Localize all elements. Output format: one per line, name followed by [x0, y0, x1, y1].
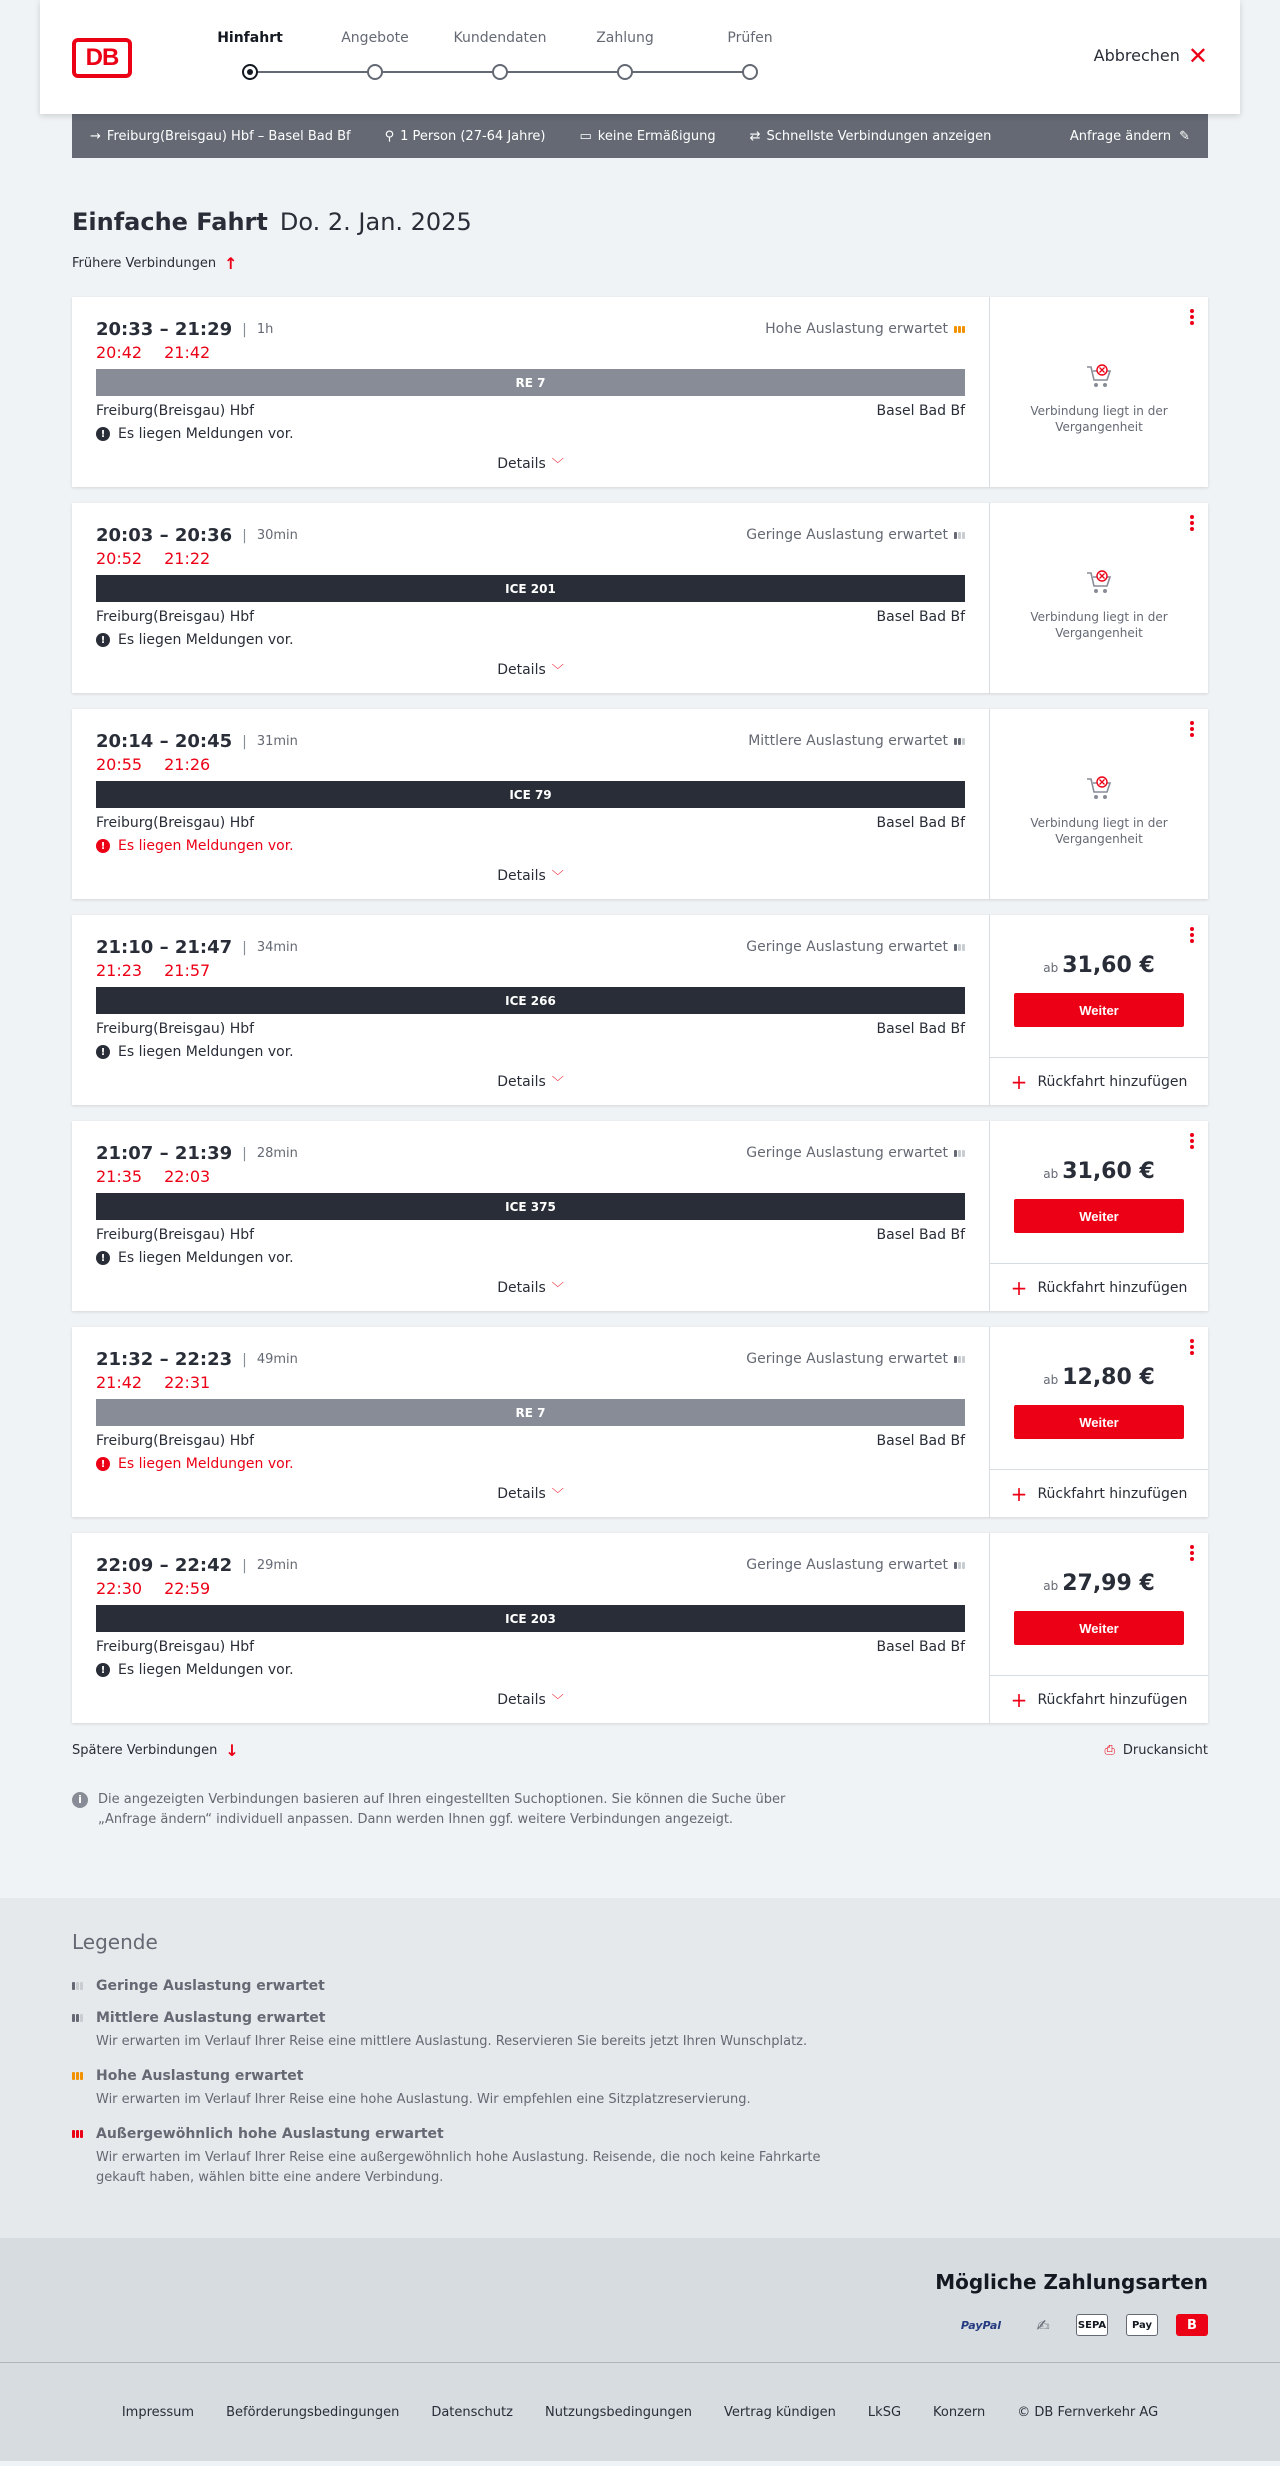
footer-links	[0, 2363, 1280, 2461]
details-toggle[interactable]	[72, 1485, 989, 1502]
price-value: 12,80 €	[1062, 1365, 1155, 1390]
alert-icon: !	[96, 1045, 110, 1059]
details-label: Details	[497, 1486, 546, 1502]
separator: |	[242, 1145, 247, 1162]
destination-station: Basel Bad Bf	[876, 1433, 965, 1449]
actual-times	[96, 1579, 210, 1598]
connection-info[interactable]	[72, 1121, 990, 1311]
notice-message	[96, 1456, 294, 1472]
duration: 34min	[256, 940, 298, 955]
notice-text: Es liegen Meldungen vor.	[118, 1456, 294, 1472]
scheduled-times	[96, 1555, 298, 1576]
occupancy-icon	[954, 1562, 965, 1569]
actual-times	[96, 343, 210, 362]
price-value: 27,99 €	[1062, 1571, 1155, 1596]
route-summary	[90, 129, 351, 144]
actual-times	[96, 961, 210, 980]
scheduled-times	[96, 1349, 298, 1370]
close-icon: ✕	[1187, 41, 1208, 70]
footer-link[interactable]: Konzern	[933, 2404, 986, 2420]
actual-departure: 20:55	[96, 755, 143, 774]
alert-icon: !	[96, 427, 110, 441]
edit-request-button[interactable]	[1070, 129, 1190, 144]
db-logo[interactable]: DB	[72, 38, 132, 78]
actual-departure: 20:52	[96, 549, 143, 568]
discount-summary	[580, 129, 716, 144]
footer-link[interactable]: Beförderungsbedingungen	[226, 2404, 400, 2420]
trip-type: Einfache Fahrt	[72, 208, 268, 236]
details-label: Details	[497, 1074, 546, 1090]
offer-panel	[990, 297, 1208, 487]
destination-station: Basel Bad Bf	[876, 815, 965, 831]
occupancy-icon	[954, 326, 965, 333]
occupancy-label: Geringe Auslastung erwartet	[746, 939, 948, 955]
time-range: 22:09 – 22:42	[96, 1555, 233, 1576]
occupancy-icon	[954, 1150, 965, 1157]
notice-message	[96, 426, 294, 442]
price-prefix: ab	[1043, 1167, 1059, 1181]
option-summary	[750, 129, 992, 144]
notice-text: Es liegen Meldungen vor.	[118, 1662, 294, 1678]
time-range: 20:33 – 21:29	[96, 319, 233, 340]
option-text: Schnellste Verbindungen anzeigen	[766, 128, 992, 144]
legend-item-medium	[72, 2010, 1208, 2052]
legend-description: Wir erwarten im Verlauf Ihrer Reise eine mittlere Auslastung. Reservieren Sie bereits jetzt Ihren Wunschplatz.	[96, 2034, 808, 2049]
time-range: 20:14 – 20:45	[96, 731, 233, 752]
cart-disabled-icon	[1084, 361, 1114, 391]
origin-station: Freiburg(Breisgau) Hbf	[96, 1639, 255, 1655]
occupancy-info	[746, 1145, 965, 1161]
return-label: Rückfahrt hinzufügen	[1037, 1073, 1188, 1090]
more-options-icon[interactable]	[1190, 1133, 1194, 1149]
scheduled-times	[96, 319, 273, 340]
duration: 31min	[256, 734, 298, 749]
edit-label: Anfrage ändern	[1069, 128, 1172, 144]
continue-button[interactable]: Weiter	[1014, 993, 1184, 1027]
alert-icon: !	[96, 633, 110, 647]
footer-link[interactable]: Vertrag kündigen	[723, 2404, 836, 2420]
alert-icon: !	[96, 1457, 110, 1471]
legend-label: Geringe Auslastung erwartet	[96, 1978, 325, 1994]
actual-times	[96, 755, 210, 774]
occupancy-icon	[954, 944, 965, 951]
chevron-down-icon: ﹀	[551, 869, 564, 883]
cancel-button[interactable]	[1093, 41, 1208, 70]
occupancy-label: Geringe Auslastung erwartet	[746, 1145, 948, 1161]
pencil-icon: ✎	[1179, 128, 1190, 144]
legend-label: Außergewöhnlich hohe Auslastung erwartet	[96, 2126, 444, 2142]
card-icon: ▭	[579, 128, 592, 144]
route-text: Freiburg(Breisgau) Hbf – Basel Bad Bf	[106, 128, 351, 144]
actual-arrival: 21:57	[164, 961, 211, 980]
occupancy-icon	[954, 1356, 965, 1363]
occupancy-info	[765, 321, 965, 337]
step-kundendaten[interactable]	[440, 30, 560, 46]
time-range: 21:07 – 21:39	[96, 1143, 233, 1164]
connection-info[interactable]	[72, 709, 990, 899]
duration: 29min	[256, 1558, 298, 1573]
separator: |	[242, 527, 247, 544]
scheduled-times	[96, 525, 298, 546]
past-connection-notice	[990, 567, 1208, 641]
discount-text: keine Ermäßigung	[597, 128, 716, 144]
occupancy-medium-icon	[72, 2014, 86, 2022]
footer-link[interactable]: LkSG	[867, 2404, 902, 2420]
step-dot	[617, 64, 633, 80]
step-angebote[interactable]	[315, 30, 435, 46]
origin-station: Freiburg(Breisgau) Hbf	[96, 1227, 255, 1243]
separator: |	[242, 1557, 247, 1574]
more-options-icon[interactable]	[1190, 309, 1194, 325]
occupancy-high-icon	[72, 2072, 86, 2080]
occupancy-info	[746, 1351, 965, 1367]
duration: 1h	[256, 322, 274, 337]
page-title	[72, 208, 1208, 236]
return-label: Rückfahrt hinzufügen	[1037, 1485, 1188, 1502]
actual-departure: 21:23	[96, 961, 143, 980]
plus-icon: +	[1010, 1687, 1028, 1712]
stations	[96, 1433, 965, 1449]
connection-info[interactable]	[72, 1533, 990, 1723]
scheduled-times	[96, 937, 298, 958]
actual-arrival: 22:59	[164, 1579, 211, 1598]
notice-message	[96, 1044, 294, 1060]
cancel-label: Abbrechen	[1093, 46, 1180, 65]
paypal-icon: PayPal	[960, 2318, 1002, 2332]
step-label: Angebote	[341, 30, 409, 46]
earlier-label: Frühere Verbindungen	[72, 256, 217, 271]
details-label: Details	[497, 1280, 546, 1296]
occupancy-info	[748, 733, 965, 749]
chevron-down-icon: ﹀	[551, 1281, 564, 1295]
offer-panel	[990, 1121, 1208, 1311]
cart-disabled-icon	[1084, 567, 1114, 597]
actual-times	[96, 549, 210, 568]
legend-description: Wir erwarten im Verlauf Ihrer Reise eine hohe Auslastung. Wir empfehlen eine Sitzplatzreservierung.	[96, 2092, 751, 2107]
chevron-down-icon: ﹀	[551, 1487, 564, 1501]
details-toggle[interactable]	[72, 661, 989, 678]
train-bar: ICE 203	[96, 1605, 965, 1632]
printer-icon: ⎙	[1104, 1743, 1115, 1758]
destination-station: Basel Bad Bf	[876, 1639, 965, 1655]
plus-icon: +	[1010, 1481, 1028, 1506]
trip-date: Do. 2. Jan. 2025	[279, 208, 472, 236]
arrow-up-icon: ↑	[224, 254, 238, 273]
separator: |	[242, 321, 247, 338]
occupancy-low-icon	[72, 1982, 86, 1990]
step-pruefen[interactable]	[690, 30, 810, 46]
continue-button[interactable]: Weiter	[1014, 1199, 1184, 1233]
origin-station: Freiburg(Breisgau) Hbf	[96, 1021, 255, 1037]
connection-card	[72, 503, 1208, 693]
connection-card	[72, 1327, 1208, 1517]
train-bar: ICE 375	[96, 1193, 965, 1220]
notice-text: Es liegen Meldungen vor.	[118, 1044, 294, 1060]
payment-section	[0, 2238, 1280, 2363]
time-range: 21:32 – 22:23	[96, 1349, 233, 1370]
continue-button[interactable]: Weiter	[1014, 1405, 1184, 1439]
more-options-icon[interactable]	[1190, 1339, 1194, 1355]
details-toggle[interactable]	[72, 1073, 989, 1090]
train-bar: ICE 266	[96, 987, 965, 1014]
step-zahlung[interactable]	[565, 30, 685, 46]
separator: |	[242, 733, 247, 750]
print-label: Druckansicht	[1122, 1743, 1208, 1758]
info-note	[72, 1790, 832, 1830]
search-summary-bar	[72, 114, 1208, 158]
alert-icon: !	[96, 839, 110, 853]
actual-times	[96, 1373, 210, 1392]
occupancy-icon	[954, 738, 965, 745]
occupancy-info	[746, 527, 965, 543]
price-prefix: ab	[1043, 1373, 1059, 1387]
destination-station: Basel Bad Bf	[876, 1021, 965, 1037]
legend-label: Hohe Auslastung erwartet	[96, 2068, 304, 2084]
past-label: Verbindung liegt in der Vergangenheit	[1030, 404, 1168, 434]
apple-pay-icon: Pay	[1126, 2314, 1158, 2336]
person-icon: ⚲	[384, 128, 395, 144]
actual-departure: 22:30	[96, 1579, 143, 1598]
train-bar: ICE 79	[96, 781, 965, 808]
train-bar: RE 7	[96, 1399, 965, 1426]
step-label: Kundendaten	[453, 30, 547, 46]
occupancy-label: Geringe Auslastung erwartet	[746, 1351, 948, 1367]
connection-card	[72, 1533, 1208, 1723]
connection-card	[72, 915, 1208, 1105]
notice-message	[96, 632, 294, 648]
separator: |	[242, 1351, 247, 1368]
actual-arrival: 21:26	[164, 755, 211, 774]
price	[990, 1159, 1208, 1184]
more-options-icon[interactable]	[1190, 927, 1194, 943]
plus-icon: +	[1010, 1275, 1028, 1300]
offer-panel	[990, 1327, 1208, 1517]
offer-panel	[990, 915, 1208, 1105]
details-toggle[interactable]	[72, 455, 989, 472]
actual-departure: 21:35	[96, 1167, 143, 1186]
destination-station: Basel Bad Bf	[876, 403, 965, 419]
details-toggle[interactable]	[72, 867, 989, 884]
more-options-icon[interactable]	[1190, 1545, 1194, 1561]
past-label: Verbindung liegt in der Vergangenheit	[1030, 816, 1168, 846]
earlier-connections-link[interactable]	[72, 254, 1208, 273]
destination-station: Basel Bad Bf	[876, 1227, 965, 1243]
chevron-down-icon: ﹀	[551, 1075, 564, 1089]
info-icon: i	[72, 1792, 88, 1808]
header	[40, 0, 1240, 114]
destination-station: Basel Bad Bf	[876, 609, 965, 625]
connection-card	[72, 709, 1208, 899]
notice-text: Es liegen Meldungen vor.	[118, 426, 294, 442]
occupancy-label: Mittlere Auslastung erwartet	[748, 733, 948, 749]
footer-link[interactable]: Impressum	[121, 2404, 195, 2420]
add-return-button[interactable]	[990, 1263, 1208, 1311]
duration: 30min	[256, 528, 298, 543]
later-label: Spätere Verbindungen	[72, 1743, 218, 1758]
occupancy-label: Hohe Auslastung erwartet	[765, 321, 948, 337]
legend-description: Wir erwarten im Verlauf Ihrer Reise eine außergewöhnlich hohe Auslastung. Reisende, die noch keine Fahrkarte gekauft haben, wählen bitte eine andere Verbindung.	[96, 2150, 821, 2185]
offer-panel	[990, 709, 1208, 899]
step-hinfahrt[interactable]	[190, 30, 310, 46]
alert-icon: !	[96, 1251, 110, 1265]
arrow-right-icon: →	[90, 128, 101, 144]
legend-item-low	[72, 1978, 1208, 1994]
footer-link[interactable]: Nutzungsbedingungen	[544, 2404, 692, 2420]
payment-title: Mögliche Zahlungsarten	[935, 2270, 1208, 2294]
price-value: 31,60 €	[1062, 1159, 1155, 1184]
details-toggle[interactable]	[72, 1691, 989, 1708]
notice-message	[96, 838, 294, 854]
offer-panel	[990, 503, 1208, 693]
legend-title: Legende	[72, 1930, 158, 1954]
price	[990, 953, 1208, 978]
origin-station: Freiburg(Breisgau) Hbf	[96, 815, 255, 831]
more-options-icon[interactable]	[1190, 721, 1194, 737]
actual-arrival: 21:42	[164, 343, 211, 362]
scheduled-times	[96, 1143, 298, 1164]
stations	[96, 815, 965, 831]
return-label: Rückfahrt hinzufügen	[1037, 1691, 1188, 1708]
occupancy-label: Geringe Auslastung erwartet	[746, 1557, 948, 1573]
origin-station: Freiburg(Breisgau) Hbf	[96, 1433, 255, 1449]
actual-times	[96, 1167, 210, 1186]
add-return-button[interactable]	[990, 1057, 1208, 1105]
occupancy-info	[746, 939, 965, 955]
legend-item-high	[72, 2068, 1208, 2110]
price-prefix: ab	[1043, 961, 1059, 975]
connection-info[interactable]	[72, 297, 990, 487]
actual-arrival: 22:03	[164, 1167, 211, 1186]
price-prefix: ab	[1043, 1579, 1059, 1593]
cart-disabled-icon	[1084, 773, 1114, 803]
step-label: Prüfen	[727, 30, 773, 46]
add-return-button[interactable]	[990, 1469, 1208, 1517]
signature-icon: ✍	[1036, 2315, 1050, 2335]
arrow-down-icon: ↓	[225, 1741, 239, 1760]
train-bar: RE 7	[96, 369, 965, 396]
sepa-icon: SEPA	[1076, 2314, 1108, 2336]
step-dot	[492, 64, 508, 80]
origin-station: Freiburg(Breisgau) Hbf	[96, 609, 255, 625]
list-footer	[72, 1741, 1208, 1760]
notice-text: Es liegen Meldungen vor.	[118, 838, 294, 854]
origin-station: Freiburg(Breisgau) Hbf	[96, 403, 255, 419]
time-range: 20:03 – 20:36	[96, 525, 233, 546]
legend-label: Mittlere Auslastung erwartet	[96, 2010, 326, 2026]
connection-card	[72, 1121, 1208, 1311]
connection-list	[72, 297, 1208, 1723]
continue-button[interactable]: Weiter	[1014, 1611, 1184, 1645]
details-label: Details	[497, 1692, 546, 1708]
chevron-down-icon: ﹀	[551, 457, 564, 471]
print-view-link[interactable]	[1104, 1741, 1208, 1760]
occupancy-exceptional-icon	[72, 2130, 86, 2138]
connection-card	[72, 297, 1208, 487]
actual-arrival: 22:31	[164, 1373, 211, 1392]
stations	[96, 403, 965, 419]
notice-text: Es liegen Meldungen vor.	[118, 632, 294, 648]
return-label: Rückfahrt hinzufügen	[1037, 1279, 1188, 1296]
details-label: Details	[497, 456, 546, 472]
actual-arrival: 21:22	[164, 549, 211, 568]
progress-steps	[210, 30, 790, 80]
separator: |	[242, 939, 247, 956]
notice-text: Es liegen Meldungen vor.	[118, 1250, 294, 1266]
duration: 28min	[256, 1146, 298, 1161]
details-label: Details	[497, 662, 546, 678]
offer-panel	[990, 1533, 1208, 1723]
payment-methods	[72, 2314, 1208, 2336]
step-label: Zahlung	[596, 30, 654, 46]
passenger-summary	[385, 129, 546, 144]
occupancy-info	[746, 1557, 965, 1573]
connection-info[interactable]	[72, 1327, 990, 1517]
add-return-button[interactable]	[990, 1675, 1208, 1723]
actual-departure: 20:42	[96, 343, 143, 362]
connection-info[interactable]	[72, 503, 990, 693]
notice-message	[96, 1250, 294, 1266]
details-label: Details	[497, 868, 546, 884]
occupancy-label: Geringe Auslastung erwartet	[746, 527, 948, 543]
legend-item-exceptional	[72, 2126, 1208, 2188]
step-dot	[242, 64, 258, 80]
switch-icon: ⇄	[749, 128, 761, 144]
stations	[96, 609, 965, 625]
connection-info[interactable]	[72, 915, 990, 1105]
stations	[96, 1227, 965, 1243]
legend-section	[0, 1898, 1280, 2238]
price-value: 31,60 €	[1062, 953, 1155, 978]
info-text: Die angezeigten Verbindungen basieren auf Ihren eingestellten Suchoptionen. Sie können die Suche über „Anfrage ändern“ individuell anpassen. Dann werden Ihnen ggf. weitere Verbindungen angezeigt.	[98, 1792, 786, 1827]
step-label: Hinfahrt	[217, 30, 283, 46]
later-connections-link[interactable]	[72, 1741, 239, 1760]
step-dot	[742, 64, 758, 80]
price	[990, 1365, 1208, 1390]
scheduled-times	[96, 731, 298, 752]
chevron-down-icon: ﹀	[551, 1693, 564, 1707]
footer-link: © DB Fernverkehr AG	[1017, 2404, 1159, 2420]
footer-link[interactable]: Datenschutz	[431, 2404, 513, 2420]
price	[990, 1571, 1208, 1596]
past-label: Verbindung liegt in der Vergangenheit	[1030, 610, 1168, 640]
past-connection-notice	[990, 361, 1208, 435]
step-dot	[367, 64, 383, 80]
time-range: 21:10 – 21:47	[96, 937, 233, 958]
more-options-icon[interactable]	[1190, 515, 1194, 531]
main-content	[72, 208, 1208, 1830]
db-pay-icon: B	[1176, 2314, 1208, 2336]
notice-message	[96, 1662, 294, 1678]
chevron-down-icon: ﹀	[551, 663, 564, 677]
alert-icon: !	[96, 1663, 110, 1677]
details-toggle[interactable]	[72, 1279, 989, 1296]
stations	[96, 1639, 965, 1655]
past-connection-notice	[990, 773, 1208, 847]
train-bar: ICE 201	[96, 575, 965, 602]
actual-departure: 21:42	[96, 1373, 143, 1392]
stations	[96, 1021, 965, 1037]
plus-icon: +	[1010, 1069, 1028, 1094]
occupancy-icon	[954, 532, 965, 539]
duration: 49min	[256, 1352, 298, 1367]
passenger-text: 1 Person (27-64 Jahre)	[400, 128, 546, 144]
